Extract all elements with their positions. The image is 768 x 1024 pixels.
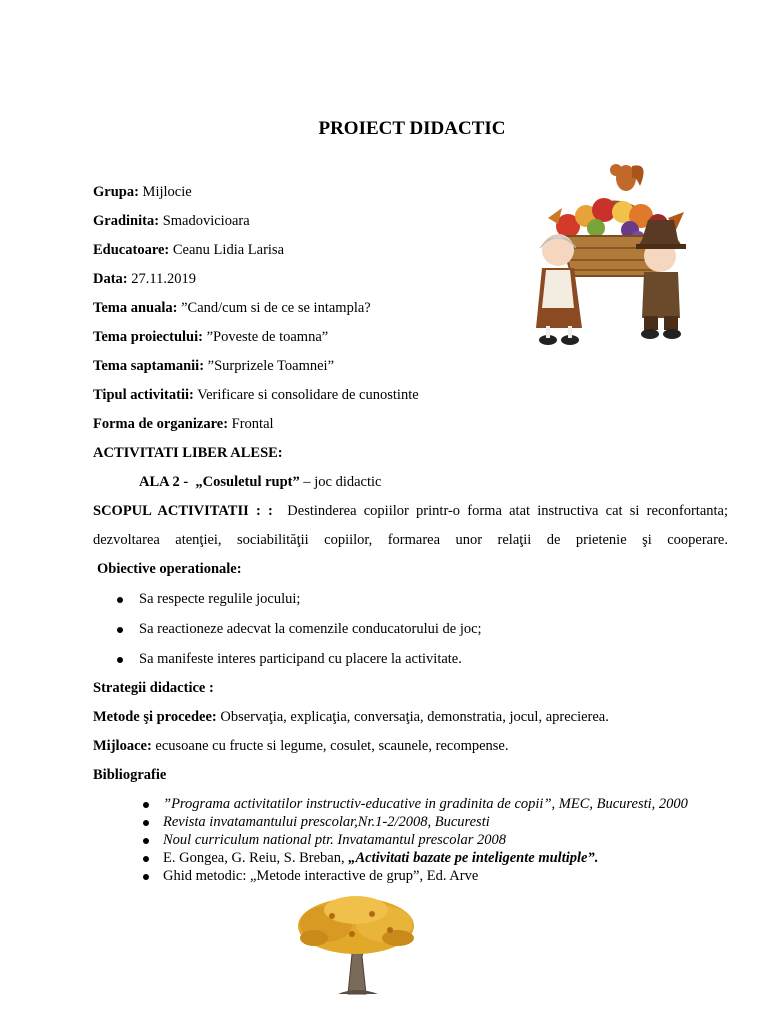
activitati-heading: ACTIVITATI LIBER ALESE: (93, 445, 283, 461)
page-title: PROIECT DIDACTIC (318, 118, 506, 139)
field-tema-proiectului: Tema proiectului: ”Poveste de toamna” (93, 329, 329, 345)
strategii-heading: Strategii didactice : (93, 680, 214, 696)
field-educatoare: Educatoare: Ceanu Lidia Larisa (93, 242, 285, 258)
bibliografie-item: Ghid metodic: „Metode interactive de grup”, Ed. Arve (163, 868, 479, 884)
bibliografie-item: E. Gongea, G. Reiu, S. Breban, „Activitati bazate pe inteligente multiple”. (163, 850, 599, 866)
scop-line-2: dezvoltarea atenţiei, sociabilităţii copiilor, formarea unor relaţii de prietenie şi cooperare. (93, 532, 728, 548)
bullet-icon (143, 838, 149, 844)
obiectiv-item: Sa manifeste interes participand cu placere la activitate. (139, 651, 462, 667)
field-forma-organizare: Forma de organizare: Frontal (93, 416, 274, 432)
bibliografie-item: ”Programa activitatilor instructiv-educative in gradinita de copii”, MEC, Bucuresti, 2000 (163, 796, 688, 812)
obiective-heading: Obiective operationale: (97, 561, 242, 577)
ala-line: ALA 2 - „Cosuletul rupt” – joc didactic (139, 474, 382, 490)
obiectiv-item: Sa reactioneze adecvat la comenzile conducatorului de joc; (139, 621, 482, 637)
bullet-icon (117, 597, 123, 603)
bullet-icon (143, 820, 149, 826)
obiectiv-item: Sa respecte regulile jocului; (139, 591, 301, 607)
mijloace-line: Mijloace: ecusoane cu fructe si legume, cosulet, scaunele, recompense. (93, 738, 509, 754)
bibliografie-item: Revista invatamantului prescolar,Nr.1-2/2008, Bucuresti (163, 814, 490, 830)
bullet-icon (143, 802, 149, 808)
children-fruit-basket-illustration (528, 158, 698, 358)
field-data: Data: 27.11.2019 (93, 271, 196, 287)
metode-line: Metode şi procedee: Observaţia, explicaţia, conversaţia, demonstratia, jocul, aprecierea. (93, 709, 609, 725)
scop-line-1: SCOPUL ACTIVITATII : : Destinderea copiilor printr-o forma atat instructiva cat si reconfortanta; (93, 503, 728, 519)
bullet-icon (143, 874, 149, 880)
field-tipul-activitatii: Tipul activitatii: Verificare si consolidare de cunostinte (93, 387, 419, 403)
bibliografie-item: Noul curriculum national ptr. Invatamantul prescolar 2008 (163, 832, 507, 848)
bullet-icon (117, 627, 123, 633)
bibliografie-heading: Bibliografie (93, 767, 167, 783)
field-tema-saptamanii: Tema saptamanii: ”Surprizele Toamnei” (93, 358, 335, 374)
field-grupa: Grupa: Mijlocie (93, 184, 192, 200)
autumn-tree-illustration (292, 894, 422, 998)
field-gradinita: Gradinita: Smadovicioara (93, 213, 250, 229)
bullet-icon (143, 856, 149, 862)
bullet-icon (117, 657, 123, 663)
field-tema-anuala: Tema anuala: ”Cand/cum si de ce se intampla? (93, 300, 371, 316)
